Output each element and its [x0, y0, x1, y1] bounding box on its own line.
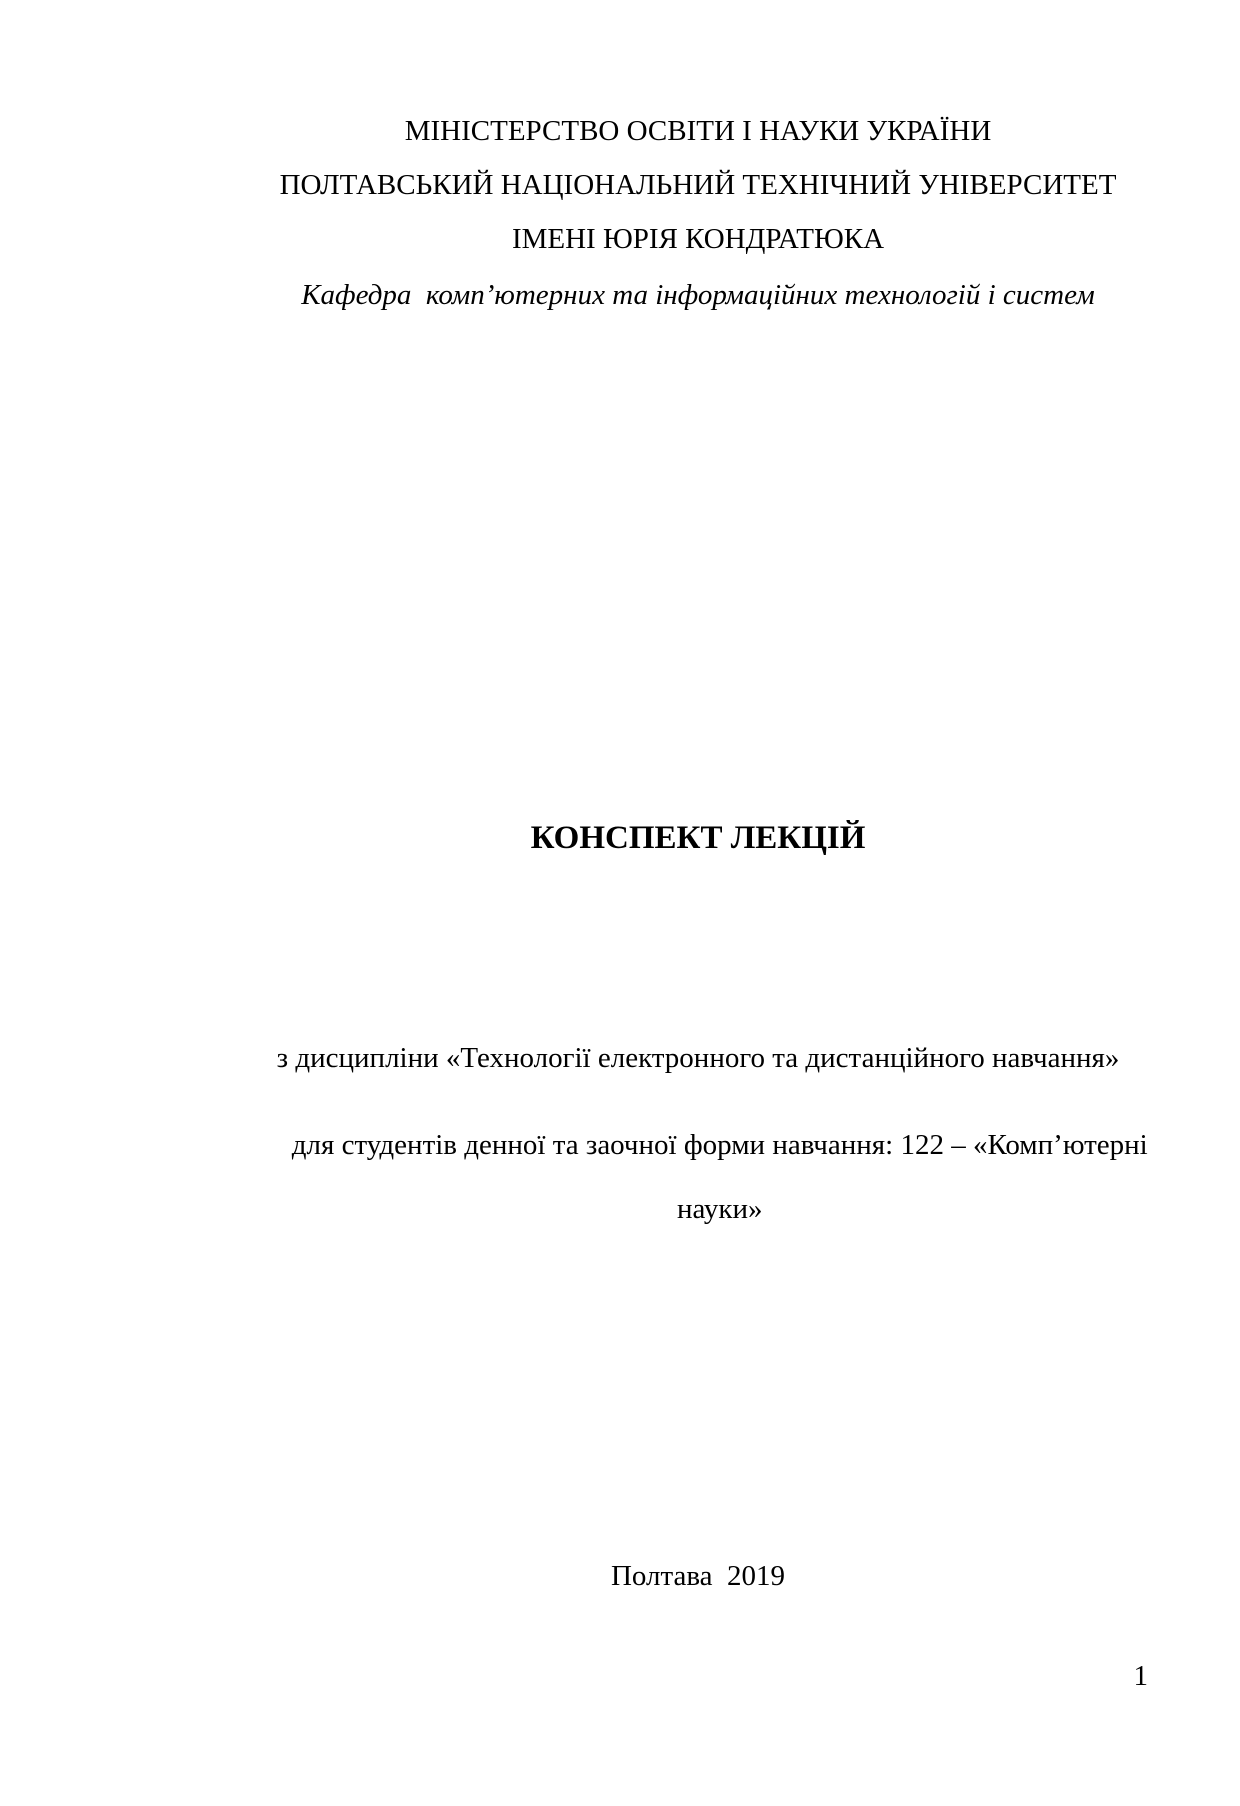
city-year-footer: Полтава 2019	[610, 1560, 786, 1592]
document-title: КОНСПЕКТ ЛЕКЦІЙ	[530, 820, 866, 856]
audience-subtitle-line1: для студентів денної та заочної форми навчання: 122 – «Комп’ютерні	[291, 1129, 1148, 1161]
page-number: 1	[1133, 1660, 1148, 1692]
document-text-block	[156, 0, 1240, 1806]
department-subheading: Кафедра комп’ютерних та інформаційних технологій і систем	[301, 279, 1095, 311]
discipline-subtitle: з дисципліни «Технології електронного та дистанційного навчання»	[276, 1042, 1120, 1074]
audience-subtitle-line2: науки»	[676, 1193, 763, 1225]
audience-subtitle	[156, 1097, 1240, 1257]
university-name-heading: ІМЕНІ ЮРІЯ КОНДРАТЮКА	[511, 223, 885, 255]
ministry-heading: МІНІСТЕРСТВО ОСВІТИ І НАУКИ УКРАЇНИ	[404, 115, 992, 147]
university-heading: ПОЛТАВСЬКИЙ НАЦІОНАЛЬНИЙ ТЕХНІЧНИЙ УНІВЕРСИТЕТ	[279, 169, 1117, 201]
